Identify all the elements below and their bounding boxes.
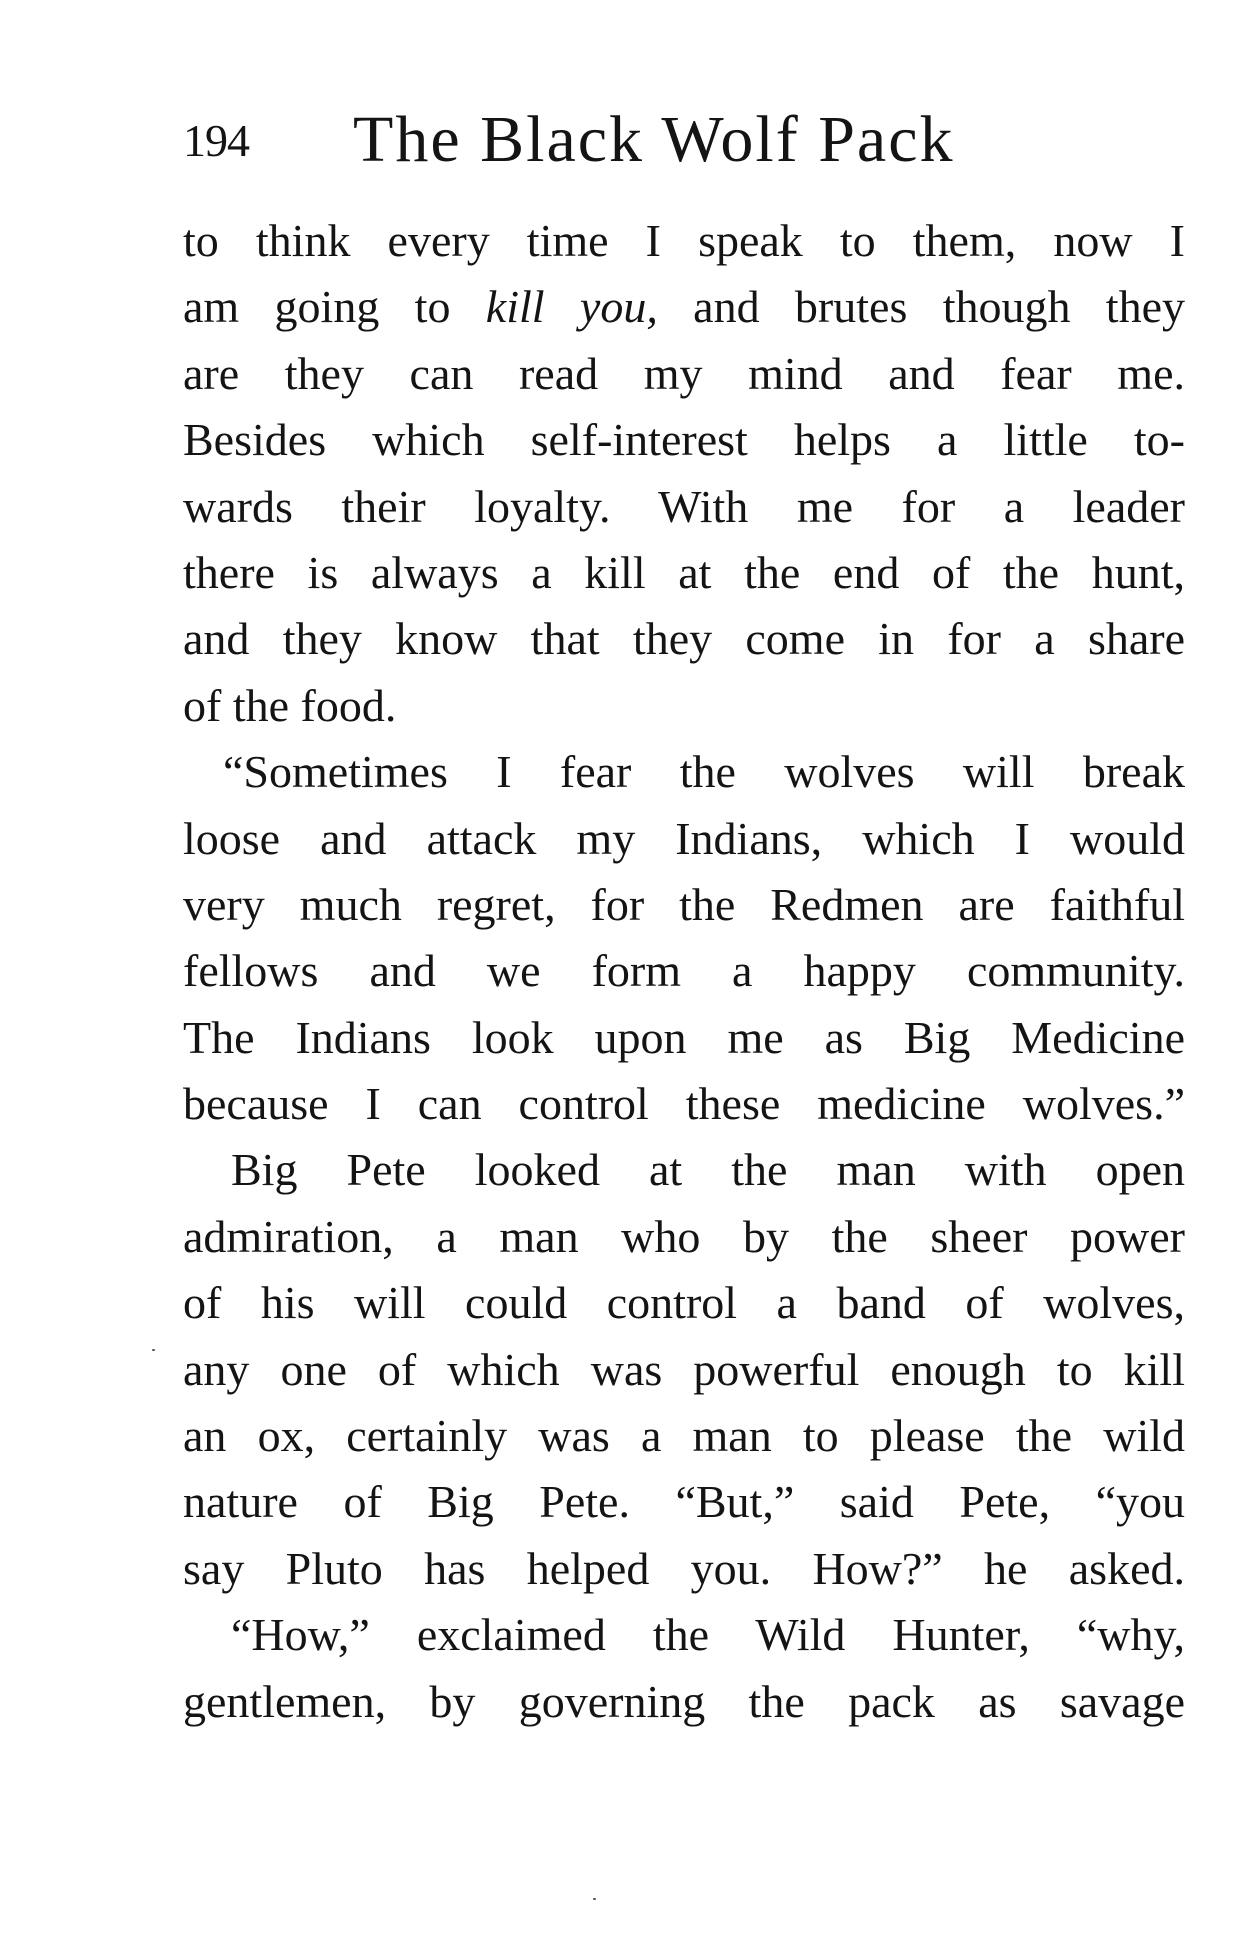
text-line: because I can control these medicine wolves.” bbox=[183, 1078, 1185, 1130]
paragraph bbox=[183, 739, 1185, 1137]
book-title: The Black Wolf Pack bbox=[353, 103, 955, 176]
text-run: am going to bbox=[183, 281, 451, 333]
text-line: loose and attack my Indians, which I would bbox=[183, 812, 1185, 864]
text-line: of his will could control a band of wolves, bbox=[183, 1277, 1185, 1329]
paragraph bbox=[183, 1137, 1185, 1602]
text-line: are they can read my mind and fear me. bbox=[183, 347, 1185, 399]
text-line: Besides which self-interest helps a little to- bbox=[183, 414, 1185, 466]
text-line: wards their loyalty. With me for a leader bbox=[183, 480, 1185, 532]
italic-phrase: kill you, bbox=[485, 281, 658, 333]
text-line: admiration, a man who by the sheer power bbox=[183, 1210, 1185, 1262]
text-line: say Pluto has helped you. How?” he asked. bbox=[183, 1542, 1185, 1594]
page-number: 194 bbox=[183, 115, 249, 166]
text-line: very much regret, for the Redmen are faithful bbox=[183, 878, 1185, 930]
text-line: an ox, certainly was a man to please the wild bbox=[183, 1410, 1185, 1462]
paragraph bbox=[183, 1602, 1185, 1735]
text-line: “Sometimes I fear the wolves will break bbox=[223, 746, 1185, 798]
text-line: to think every time I speak to them, now I bbox=[183, 215, 1185, 266]
text-line: and they know that they come in for a share bbox=[183, 613, 1185, 665]
text-line: “How,” exclaimed the Wild Hunter, “why, bbox=[231, 1609, 1185, 1661]
text-line: The Indians look upon me as Big Medicine bbox=[183, 1011, 1185, 1063]
text-line: of the food. bbox=[183, 679, 397, 731]
text-line: there is always a kill at the end of the hunt, bbox=[183, 546, 1185, 598]
text-run: and brutes though they bbox=[693, 281, 1186, 333]
text-line: any one of which was powerful enough to kill bbox=[183, 1343, 1185, 1395]
text-line: gentlemen, by governing the pack as savage bbox=[183, 1675, 1185, 1727]
scan-speck bbox=[152, 1349, 155, 1351]
running-head bbox=[183, 100, 1193, 180]
scan-speck bbox=[593, 1898, 596, 1900]
text-line bbox=[183, 274, 1185, 340]
body-text bbox=[183, 208, 1185, 1735]
text-line: Big Pete looked at the man with open bbox=[231, 1144, 1185, 1196]
text-line: fellows and we form a happy community. bbox=[183, 945, 1185, 997]
text-line: nature of Big Pete. “But,” said Pete, “you bbox=[183, 1476, 1185, 1528]
paragraph bbox=[183, 208, 1185, 739]
